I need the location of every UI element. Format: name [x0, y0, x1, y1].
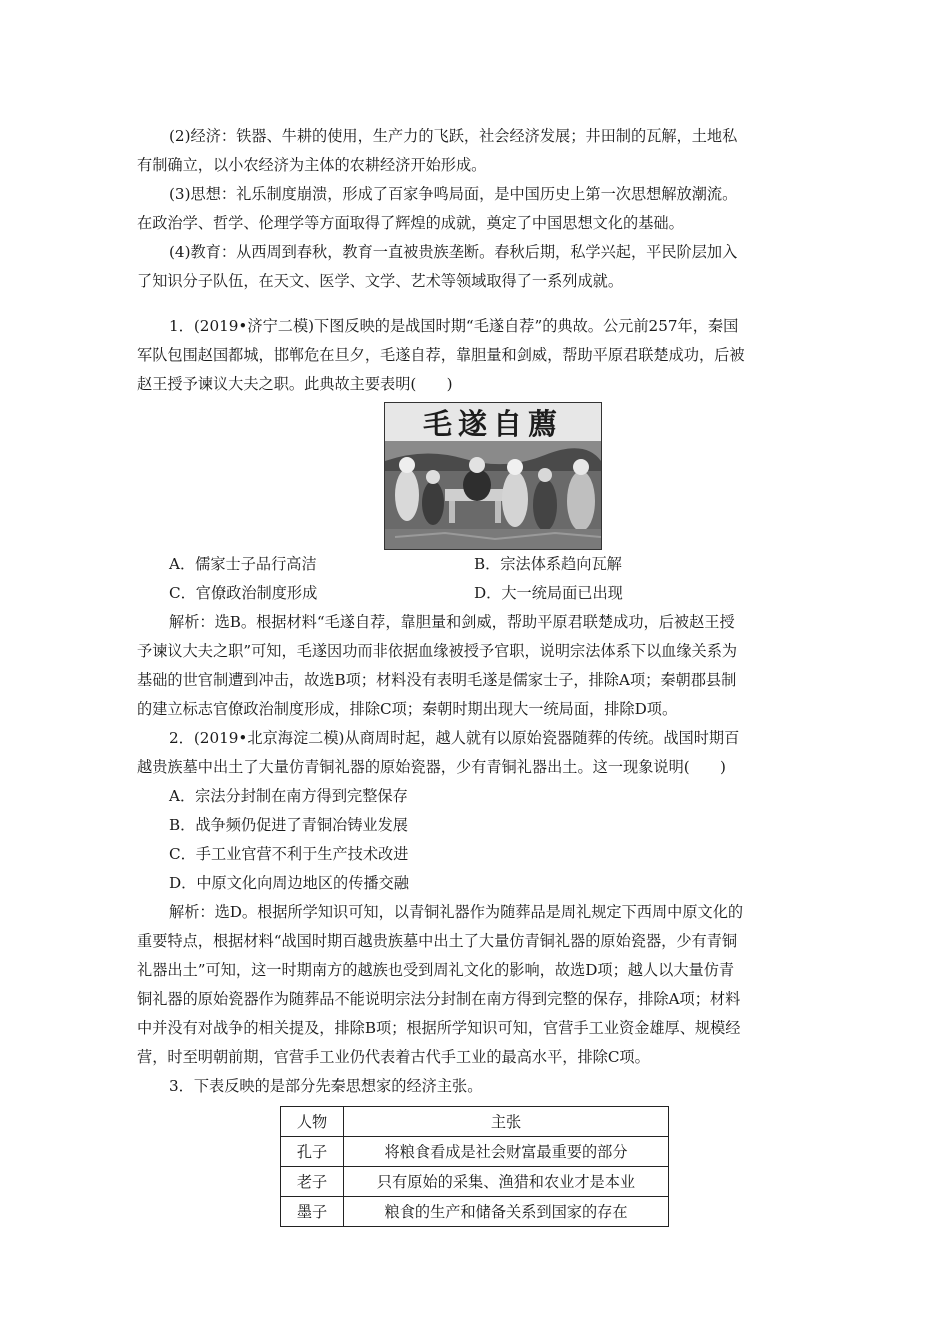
q2-analysis-line-5: 中并没有对战争的相关提及，排除B项；根据所学知识可知，官营手工业资金雄厚、规模经 — [137, 1019, 741, 1037]
table-cell-person: 墨子 — [281, 1197, 344, 1227]
thought-line-2: 在政治学、哲学、伦理学等方面取得了辉煌的成就，奠定了中国思想文化的基础。 — [137, 214, 684, 232]
mao-sui-illustration — [384, 402, 602, 550]
economy-line-1: (2)经济：铁器、牛耕的使用，生产力的飞跃，社会经济发展；井田制的瓦解，土地私 — [169, 127, 738, 145]
q1-stem-line-1: 1．(2019•济宁二模)下图反映的是战国时期“毛遂自荐”的典故。公元前257年，秦国 — [169, 317, 739, 335]
q1-analysis-line-1: 解析：选B。根据材料“毛遂自荐，靠胆量和剑威，帮助平原君联楚成功，后被赵王授 — [169, 613, 735, 631]
economy-line-2: 有制确立，以小农经济为主体的农耕经济开始形成。 — [137, 156, 487, 174]
thought-line-1: (3)思想：礼乐制度崩溃，形成了百家争鸣局面，是中国历史上第一次思想解放潮流。 — [169, 185, 738, 203]
q2-analysis-line-4: 铜礼器的原始瓷器作为随葬品不能说明宗法分封制在南方得到完整的保存，排除A项；材料 — [137, 990, 741, 1008]
table-cell-person: 孔子 — [281, 1137, 344, 1167]
figure-scene — [385, 441, 601, 549]
q1-analysis-line-4: 的建立标志官僚政治制度形成，排除C项；秦朝时期出现大一统局面，排除D项。 — [137, 700, 678, 718]
q1-analysis-line-2: 予谏议大夫之职”可知，毛遂因功而非依据血缘被授予官职，说明宗法体系下以血缘关系为 — [137, 642, 738, 660]
q1-option-a: A．儒家士子品行高洁 — [169, 555, 317, 573]
table-header-proposition: 主张 — [344, 1107, 669, 1137]
education-line-2: 了知识分子队伍，在天文、医学、文学、艺术等领域取得了一系列成就。 — [137, 272, 623, 290]
q1-analysis-line-3: 基础的世官制遭到冲击，故选B项；材料没有表明毛遂是儒家士子，排除A项；秦朝郡县制 — [137, 671, 737, 689]
thinkers-table — [280, 1106, 669, 1227]
table-row — [281, 1167, 669, 1197]
q3-stem: 3．下表反映的是部分先秦思想家的经济主张。 — [169, 1077, 483, 1095]
table-row — [281, 1137, 669, 1167]
q1-stem-line-2: 军队包围赵国都城，邯郸危在旦夕，毛遂自荐，靠胆量和剑威，帮助平原君联楚成功，后被 — [137, 346, 745, 364]
q1-stem-line-3: 赵王授予谏议大夫之职。此典故主要表明( ) — [137, 375, 453, 393]
q1-option-b: B．宗法体系趋向瓦解 — [474, 555, 622, 573]
figure-title: 毛遂自薦 — [385, 403, 601, 441]
q1-option-c: C．官僚政治制度形成 — [169, 584, 318, 602]
q2-option-a: A．宗法分封制在南方得到完整保存 — [169, 787, 408, 805]
table-cell-proposition: 只有原始的采集、渔猎和农业才是本业 — [344, 1167, 669, 1197]
table-cell-person: 老子 — [281, 1167, 344, 1197]
q2-analysis-line-3: 礼器出土”可知，这一时期南方的越族也受到周礼文化的影响，故选D项；越人以大量仿青 — [137, 961, 735, 979]
q2-option-b: B．战争频仍促进了青铜冶铸业发展 — [169, 816, 408, 834]
table-header-person: 人物 — [281, 1107, 344, 1137]
table-cell-proposition: 粮食的生产和储备关系到国家的存在 — [344, 1197, 669, 1227]
q2-option-d: D．中原文化向周边地区的传播交融 — [169, 874, 409, 892]
table-header-row — [281, 1107, 669, 1137]
education-line-1: (4)教育：从西周到春秋，教育一直被贵族垄断。春秋后期，私学兴起，平民阶层加入 — [169, 243, 738, 261]
q2-stem-line-2: 越贵族墓中出土了大量仿青铜礼器的原始瓷器，少有青铜礼器出土。这一现象说明( ) — [137, 758, 726, 776]
q2-analysis-line-2: 重要特点，根据材料“战国时期百越贵族墓中出土了大量仿青铜礼器的原始瓷器，少有青铜 — [137, 932, 738, 950]
table-row — [281, 1197, 669, 1227]
q2-analysis-line-1: 解析：选D。根据所学知识可知，以青铜礼器作为随葬品是周礼规定下西周中原文化的 — [169, 903, 744, 921]
q1-option-d: D．大一统局面已出现 — [474, 584, 623, 602]
table-cell-proposition: 将粮食看成是社会财富最重要的部分 — [344, 1137, 669, 1167]
q2-stem-line-1: 2．(2019•北京海淀二模)从商周时起，越人就有以原始瓷器随葬的传统。战国时期百 — [169, 729, 740, 747]
q2-analysis-line-6: 营，时至明朝前期，官营手工业仍代表着古代手工业的最高水平，排除C项。 — [137, 1048, 650, 1066]
q2-option-c: C．手工业官营不利于生产技术改进 — [169, 845, 409, 863]
